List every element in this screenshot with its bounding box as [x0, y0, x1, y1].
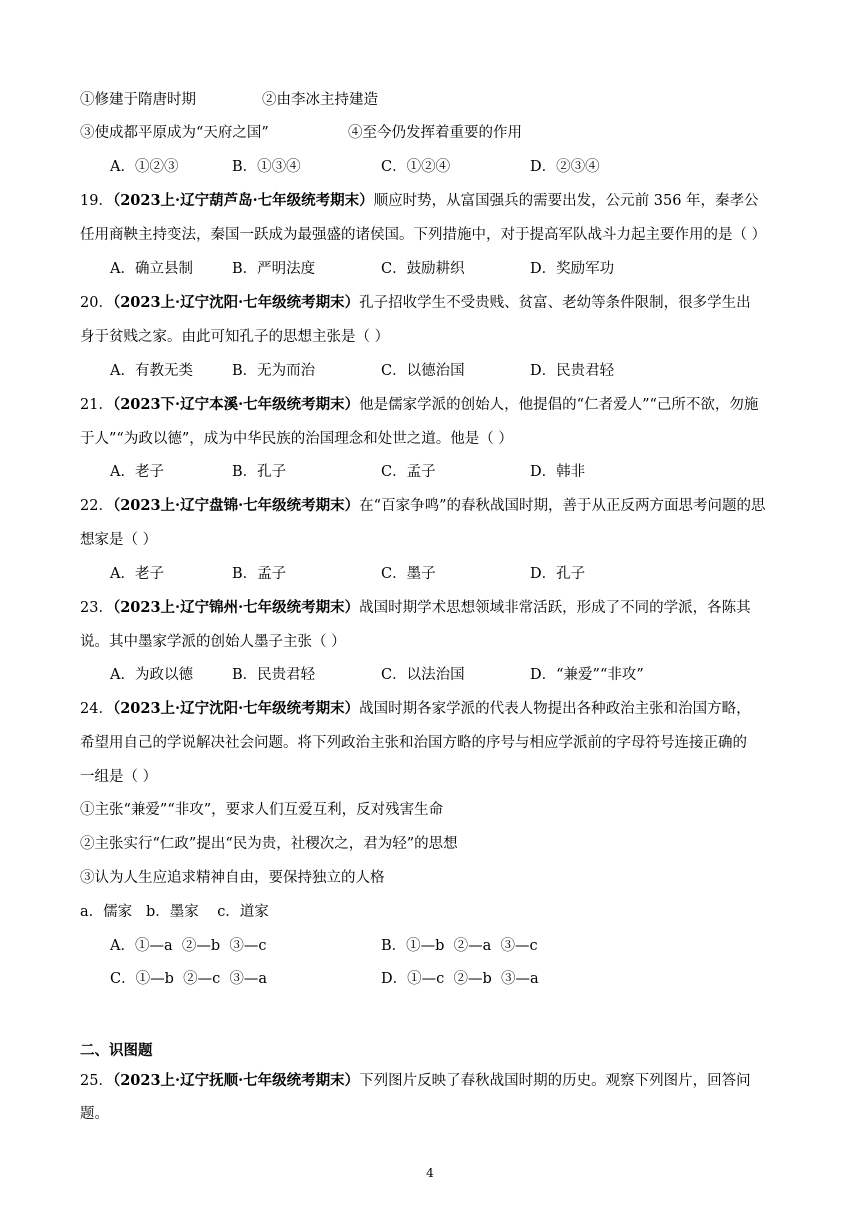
q21-source: （2023下·辽宁本溪·七年级统考期末）	[112, 396, 360, 413]
q22-number: 22．	[80, 498, 113, 514]
q21-option-b[interactable]: B．孔子	[232, 464, 287, 480]
q22-text-1: 在“百家争鸣”的春秋战国时期，善于从正反两方面思考问题的思	[359, 498, 766, 514]
q21-option-c[interactable]: C．孟子	[381, 464, 436, 480]
q18-statements-row1	[80, 90, 780, 110]
q19-number: 19．	[80, 193, 113, 209]
q24-statement-1: ①主张“兼爱”“非攻”，要求人们互爱互利，反对残害生命	[80, 802, 444, 818]
q23-text-1: 战国时期学术思想领域非常活跃，形成了不同的学派，各陈其	[359, 600, 751, 616]
q20-number: 20．	[80, 295, 113, 311]
q23-stem-line1	[80, 598, 780, 618]
q24-stem-line1	[80, 699, 780, 719]
q19-option-b[interactable]: B．严明法度	[232, 261, 316, 277]
q23-stem-line2: 说。其中墨家学派的创始人墨子主张（ ）	[80, 634, 346, 650]
q21-option-a[interactable]: A．老子	[110, 464, 164, 480]
q22-option-c[interactable]: C．墨子	[381, 566, 436, 582]
q22-source: （2023上·辽宁盘锦·七年级统考期末）	[112, 497, 360, 514]
q20-option-b[interactable]: B．无为而治	[232, 363, 316, 379]
q22-stem-line1	[80, 496, 780, 516]
q22-option-a[interactable]: A．老子	[110, 566, 164, 582]
q21-text-1: 他是儒家学派的创始人，他提倡的“仁者爱人”“己所不欲，勿施	[359, 397, 759, 413]
q24-source: （2023上·辽宁沈阳·七年级统考期末）	[112, 700, 360, 717]
q23-option-a[interactable]: A．为政以德	[110, 667, 193, 683]
q24-text-1: 战国时期各家学派的代表人物提出各种政治主张和治国方略，	[359, 701, 751, 717]
q21-stem-line1	[80, 395, 780, 415]
q25-stem-line1	[80, 1071, 780, 1091]
q19-option-a[interactable]: A．确立县制	[110, 261, 193, 277]
q23-source: （2023上·辽宁锦州·七年级统考期末）	[112, 599, 360, 616]
q18-option-d[interactable]: D．②③④	[530, 159, 600, 175]
q24-option-d[interactable]: D．①—c ②—b ③—a	[381, 971, 539, 987]
q24-stem-line2: 希望用自己的学说解决社会问题。将下列政治主张和治国方略的序号与相应学派前的字母符号连接正确的	[80, 735, 747, 751]
q22-option-b[interactable]: B．孟子	[232, 566, 287, 582]
q20-text-1: 孔子招收学生不受贵贱、贫富、老幼等条件限制，很多学生出	[359, 295, 751, 311]
q23-option-d[interactable]: D．“兼爱”“非攻”	[530, 667, 644, 683]
q20-option-d[interactable]: D．民贵君轻	[530, 363, 615, 379]
page-number: 4	[426, 1166, 434, 1180]
q19-stem-line2: 任用商鞅主持变法，秦国一跃成为最强盛的诸侯国。下列措施中，对于提高军队战斗力起主要作用的是（ ）	[80, 227, 767, 243]
q21-option-d[interactable]: D．韩非	[530, 464, 586, 480]
q24-number: 24．	[80, 701, 113, 717]
q18-option-a[interactable]: A．①②③	[110, 159, 179, 175]
q19-option-d[interactable]: D．奖励军功	[530, 261, 615, 277]
q22-stem-line2: 想家是（ ）	[80, 532, 158, 548]
q18-option-c[interactable]: C．①②④	[381, 159, 451, 175]
q20-source: （2023上·辽宁沈阳·七年级统考期末）	[112, 294, 360, 311]
q24-statement-2: ②主张实行“仁政”提出“民为贵，社稷次之，君为轻”的思想	[80, 836, 458, 852]
q18-stmt-4: ④至今仍发挥着重要的作用	[348, 125, 522, 141]
q20-stem-line2: 身于贫贱之家。由此可知孔子的思想主张是（ ）	[80, 329, 390, 345]
q18-stmt-1: ①修建于隋唐时期	[80, 92, 196, 108]
q18-stmt-3: ③使成都平原成为“天府之国”	[80, 125, 269, 141]
q18-option-b[interactable]: B．①③④	[232, 159, 301, 175]
q18-statements-row2	[80, 123, 780, 143]
q20-option-c[interactable]: C．以德治国	[381, 363, 465, 379]
q19-source: （2023上·辽宁葫芦岛·七年级统考期末）	[112, 192, 374, 209]
section-heading: 二、识图题	[80, 1043, 153, 1059]
q23-option-c[interactable]: C．以法治国	[381, 667, 465, 683]
q25-number: 25．	[80, 1073, 113, 1089]
q24-option-a[interactable]: A．①—a ②—b ③—c	[110, 938, 267, 954]
q23-number: 23．	[80, 600, 113, 616]
q21-stem-line2: 于人”“为政以德”，成为中华民族的治国理念和处世之道。他是（ ）	[80, 431, 513, 447]
q25-text-1: 下列图片反映了春秋战国时期的历史。观察下列图片，回答问	[359, 1073, 751, 1089]
q19-text-1: 顺应时势，从富国强兵的需要出发，公元前 356 年，秦孝公	[373, 193, 759, 209]
q24-option-c[interactable]: C．①—b ②—c ③—a	[110, 971, 268, 987]
q20-option-a[interactable]: A．有教无类	[110, 363, 193, 379]
q24-stem-line3: 一组是（ ）	[80, 769, 158, 785]
q24-schools: a．儒家 b．墨家 c．道家	[80, 904, 269, 920]
q18-stmt-2: ②由李冰主持建造	[262, 92, 378, 108]
q25-stem-line2: 题。	[80, 1106, 109, 1122]
q23-option-b[interactable]: B．民贵君轻	[232, 667, 316, 683]
q19-option-c[interactable]: C．鼓励耕织	[381, 261, 465, 277]
q24-options-row2	[110, 969, 800, 1049]
q19-stem-line1	[80, 191, 780, 211]
q25-source: （2023上·辽宁抚顺·七年级统考期末）	[112, 1072, 360, 1089]
q24-option-b[interactable]: B．①—b ②—a ③—c	[381, 938, 538, 954]
q22-option-d[interactable]: D．孔子	[530, 566, 586, 582]
q20-stem-line1	[80, 293, 780, 313]
q24-statement-3: ③认为人生应追求精神自由，要保持独立的人格	[80, 870, 385, 886]
q21-number: 21．	[80, 397, 113, 413]
